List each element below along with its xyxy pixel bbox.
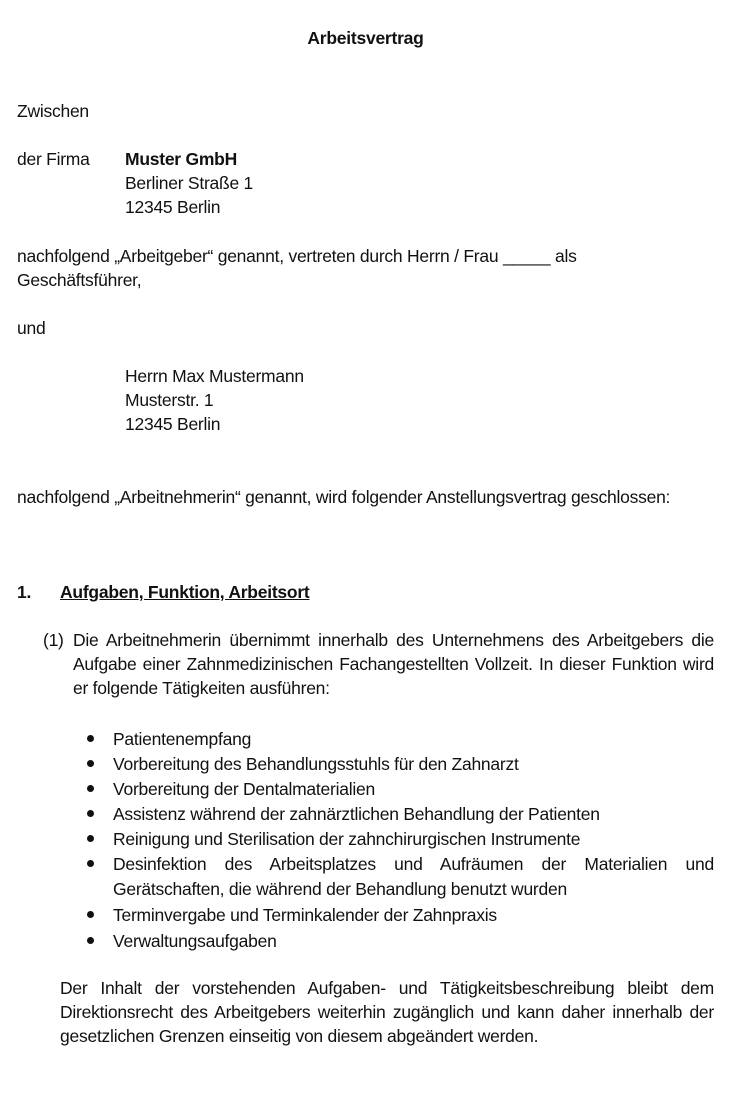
task-item: Patientenempfang bbox=[113, 729, 252, 749]
paragraph-marker: (1) bbox=[43, 630, 64, 650]
employee-name: Herrn Max Mustermann bbox=[125, 366, 304, 386]
task-item: Desinfektion des Arbeitsplatzes und Aufräumen der Materialien und bbox=[113, 854, 714, 874]
bullet-icon bbox=[87, 937, 94, 944]
task-item: Assistenz während der zahnärztlichen Behandlung der Patienten bbox=[113, 804, 600, 824]
employer-city: 12345 Berlin bbox=[125, 197, 221, 217]
document-title: Arbeitsvertrag bbox=[307, 28, 424, 48]
task-item: Terminvergabe und Terminkalender der Zahnpraxis bbox=[113, 905, 497, 925]
paragraph-line: Aufgabe einer Zahnmedizinischen Fachangestellten Vollzeit. In dieser Funktion wird bbox=[73, 654, 714, 674]
paragraph-line: er folgende Tätigkeiten ausführen: bbox=[73, 678, 330, 698]
bullet-icon bbox=[87, 810, 94, 817]
bullet-icon bbox=[87, 760, 94, 767]
employer-designation-line-1: nachfolgend „Arbeitgeber“ genannt, vertreten durch Herrn / Frau _____ als bbox=[17, 246, 577, 266]
bullet-icon bbox=[87, 785, 94, 792]
employee-designation-line: nachfolgend „Arbeitnehmerin“ genannt, wird folgender Anstellungsvertrag geschlossen: bbox=[17, 487, 671, 507]
employer-label: der Firma bbox=[17, 149, 90, 169]
employee-city: 12345 Berlin bbox=[125, 414, 221, 434]
between-label: Zwischen bbox=[17, 101, 89, 121]
task-item: Reinigung und Sterilisation der zahnchirurgischen Instrumente bbox=[113, 829, 581, 849]
and-label: und bbox=[17, 318, 46, 338]
employer-name: Muster GmbH bbox=[125, 149, 237, 169]
closing-line: Direktionsrecht des Arbeitgebers weiterhin zugänglich und kann daher innerhalb der bbox=[60, 1002, 714, 1022]
section-heading: Aufgaben, Funktion, Arbeitsort bbox=[60, 582, 310, 602]
employer-street: Berliner Straße 1 bbox=[125, 173, 254, 193]
closing-line: Der Inhalt der vorstehenden Aufgaben- und Tätigkeitsbeschreibung bleibt dem bbox=[60, 978, 714, 998]
paragraph-line: Die Arbeitnehmerin übernimmt innerhalb des Unternehmens des Arbeitgebers die bbox=[73, 630, 714, 650]
bullet-icon bbox=[87, 860, 94, 867]
bullet-icon bbox=[87, 911, 94, 918]
bullet-icon bbox=[87, 735, 94, 742]
task-item: Verwaltungsaufgaben bbox=[113, 931, 277, 951]
task-item: Vorbereitung der Dentalmaterialien bbox=[113, 779, 375, 799]
section-number: 1. bbox=[17, 582, 32, 602]
closing-line: gesetzlichen Grenzen einseitig von diesem abgeändert werden. bbox=[60, 1026, 539, 1046]
employee-street: Musterstr. 1 bbox=[125, 390, 214, 410]
task-item: Vorbereitung des Behandlungsstuhls für den Zahnarzt bbox=[113, 754, 519, 774]
task-item-continuation: Gerätschaften, die während der Behandlung benutzt wurden bbox=[113, 879, 567, 899]
bullet-icon bbox=[87, 835, 94, 842]
employer-designation-line-2: Geschäftsführer, bbox=[17, 270, 142, 290]
